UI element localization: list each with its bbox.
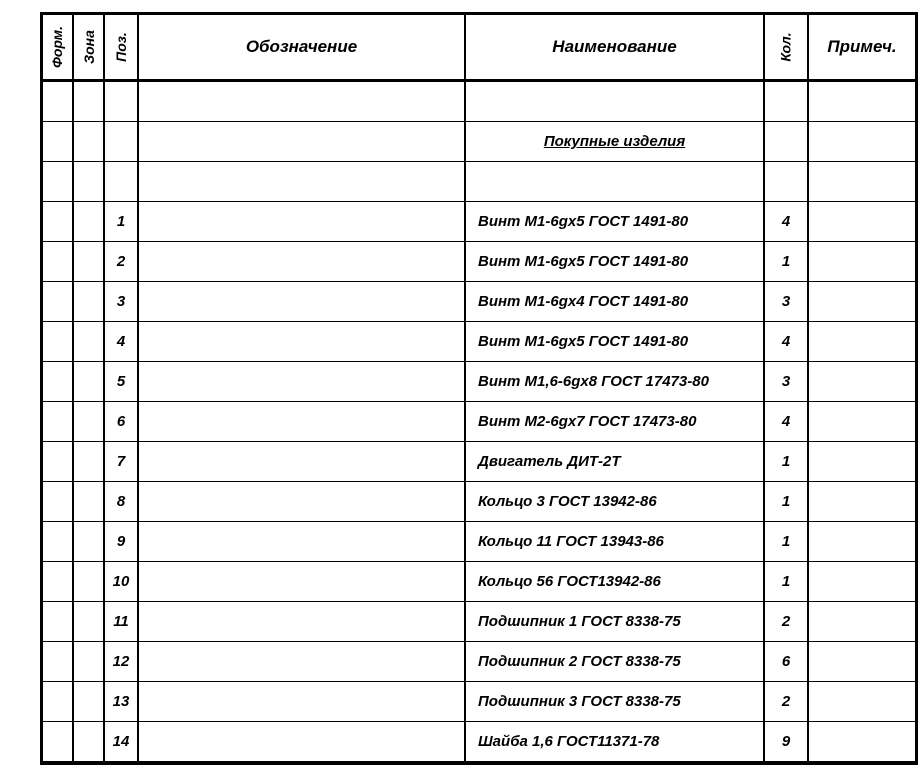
designation-cell xyxy=(139,682,466,721)
designation-cell xyxy=(139,482,466,521)
table-row xyxy=(43,642,915,682)
name-cell xyxy=(466,482,765,521)
name-cell xyxy=(466,82,765,121)
qty-text: 1 xyxy=(781,493,791,510)
designation-cell xyxy=(139,82,466,121)
qty-text: 1 xyxy=(781,573,791,590)
note-cell xyxy=(809,442,915,481)
table-row xyxy=(43,482,915,522)
name-cell xyxy=(466,442,765,481)
pos-cell xyxy=(105,242,139,281)
pos-cell xyxy=(105,642,139,681)
zone-cell xyxy=(74,322,105,361)
qty-cell xyxy=(765,682,809,721)
qty-text: 1 xyxy=(781,253,791,270)
name-text: Винт М1,6-6gх8 ГОСТ 17473-80 xyxy=(478,373,709,390)
name-cell xyxy=(466,282,765,321)
header-pos-cell xyxy=(105,15,139,79)
form-cell xyxy=(43,722,74,761)
pos-text: 2 xyxy=(116,253,126,270)
designation-cell xyxy=(139,602,466,641)
pos-cell xyxy=(105,362,139,401)
form-cell xyxy=(43,282,74,321)
qty-cell xyxy=(765,322,809,361)
qty-text: 4 xyxy=(781,213,791,230)
pos-text: 12 xyxy=(112,653,130,670)
name-text: Подшипник 3 ГОСТ 8338-75 xyxy=(478,693,681,710)
pos-cell xyxy=(105,482,139,521)
table-row xyxy=(43,562,915,602)
header-name-cell xyxy=(466,15,765,79)
table-row xyxy=(43,82,915,122)
zone-cell xyxy=(74,282,105,321)
qty-cell xyxy=(765,562,809,601)
zone-cell xyxy=(74,642,105,681)
name-cell xyxy=(466,642,765,681)
name-text: Подшипник 2 ГОСТ 8338-75 xyxy=(478,653,681,670)
pos-cell xyxy=(105,122,139,161)
qty-cell xyxy=(765,202,809,241)
zone-cell xyxy=(74,162,105,201)
name-cell xyxy=(466,242,765,281)
form-cell xyxy=(43,202,74,241)
qty-cell xyxy=(765,122,809,161)
note-cell xyxy=(809,322,915,361)
name-text: Винт М2-6gх7 ГОСТ 17473-80 xyxy=(478,413,697,430)
name-cell xyxy=(466,562,765,601)
qty-cell xyxy=(765,522,809,561)
form-cell xyxy=(43,362,74,401)
designation-cell xyxy=(139,562,466,601)
spec-table-body xyxy=(43,82,915,762)
pos-text: 13 xyxy=(112,693,130,710)
note-cell xyxy=(809,402,915,441)
table-row xyxy=(43,322,915,362)
table-row xyxy=(43,682,915,722)
qty-cell xyxy=(765,242,809,281)
note-cell xyxy=(809,682,915,721)
header-zone-cell xyxy=(74,15,105,79)
name-cell xyxy=(466,122,765,161)
qty-text: 4 xyxy=(781,333,791,350)
name-cell xyxy=(466,402,765,441)
pos-text: 14 xyxy=(112,733,130,750)
specification-sheet xyxy=(40,12,918,765)
table-row xyxy=(43,282,915,322)
header-zone-label: Зона xyxy=(80,30,97,64)
pos-text: 11 xyxy=(113,613,129,630)
name-text: Винт М1-6gх5 ГОСТ 1491-80 xyxy=(478,253,689,270)
qty-cell xyxy=(765,162,809,201)
pos-cell xyxy=(105,282,139,321)
name-text: Подшипник 1 ГОСТ 8338-75 xyxy=(478,613,681,630)
name-cell xyxy=(466,682,765,721)
zone-cell xyxy=(74,442,105,481)
pos-cell xyxy=(105,322,139,361)
pos-text: 1 xyxy=(116,213,126,230)
form-cell xyxy=(43,482,74,521)
note-cell xyxy=(809,362,915,401)
name-text: Винт М1-6gх5 ГОСТ 1491-80 xyxy=(478,213,689,230)
table-row xyxy=(43,602,915,642)
designation-cell xyxy=(139,202,466,241)
name-text: Винт М1-6gх4 ГОСТ 1491-80 xyxy=(478,293,689,310)
spec-table-header xyxy=(43,15,915,82)
qty-text: 1 xyxy=(781,533,791,550)
pos-cell xyxy=(105,602,139,641)
zone-cell xyxy=(74,362,105,401)
pos-text: 3 xyxy=(116,293,126,310)
name-cell xyxy=(466,322,765,361)
form-cell xyxy=(43,162,74,201)
pos-text: 7 xyxy=(116,453,126,470)
name-text: Винт М1-6gх5 ГОСТ 1491-80 xyxy=(478,333,689,350)
zone-cell xyxy=(74,402,105,441)
note-cell xyxy=(809,602,915,641)
table-row xyxy=(43,242,915,282)
note-cell xyxy=(809,282,915,321)
designation-cell xyxy=(139,242,466,281)
pos-text: 9 xyxy=(116,533,126,550)
qty-text: 3 xyxy=(781,293,791,310)
form-cell xyxy=(43,402,74,441)
form-cell xyxy=(43,82,74,121)
note-cell xyxy=(809,642,915,681)
qty-text: 2 xyxy=(781,693,791,710)
name-text: Шайба 1,6 ГОСТ11371-78 xyxy=(478,733,660,750)
zone-cell xyxy=(74,242,105,281)
zone-cell xyxy=(74,202,105,241)
note-cell xyxy=(809,722,915,761)
form-cell xyxy=(43,442,74,481)
header-name-label: Наименование xyxy=(552,37,677,56)
pos-cell xyxy=(105,562,139,601)
designation-cell xyxy=(139,122,466,161)
header-pos-label: Поз. xyxy=(113,32,129,62)
zone-cell xyxy=(74,82,105,121)
header-qty-label: Кол. xyxy=(777,32,794,62)
qty-cell xyxy=(765,442,809,481)
note-cell xyxy=(809,522,915,561)
table-row xyxy=(43,362,915,402)
table-row xyxy=(43,722,915,762)
designation-cell xyxy=(139,282,466,321)
name-cell xyxy=(466,202,765,241)
designation-cell xyxy=(139,362,466,401)
name-cell xyxy=(466,162,765,201)
name-cell xyxy=(466,522,765,561)
qty-text: 9 xyxy=(781,733,791,750)
qty-text: 6 xyxy=(781,653,791,670)
table-row xyxy=(43,442,915,482)
name-text: Покупные изделия xyxy=(543,133,686,150)
qty-cell xyxy=(765,362,809,401)
header-note-label: Примеч. xyxy=(827,37,897,56)
form-cell xyxy=(43,682,74,721)
name-cell xyxy=(466,602,765,641)
note-cell xyxy=(809,162,915,201)
pos-text: 5 xyxy=(116,373,126,390)
name-text: Кольцо 3 ГОСТ 13942-86 xyxy=(478,493,657,510)
name-cell xyxy=(466,722,765,761)
name-text: Кольцо 11 ГОСТ 13943-86 xyxy=(478,533,664,550)
zone-cell xyxy=(74,722,105,761)
pos-cell xyxy=(105,162,139,201)
zone-cell xyxy=(74,522,105,561)
designation-cell xyxy=(139,162,466,201)
zone-cell xyxy=(74,682,105,721)
pos-text: 6 xyxy=(116,413,126,430)
qty-cell xyxy=(765,82,809,121)
zone-cell xyxy=(74,562,105,601)
qty-cell xyxy=(765,282,809,321)
designation-cell xyxy=(139,722,466,761)
pos-cell xyxy=(105,402,139,441)
qty-text: 2 xyxy=(781,613,791,630)
header-form-label: Форм. xyxy=(49,25,66,69)
designation-cell xyxy=(139,522,466,561)
designation-cell xyxy=(139,402,466,441)
qty-cell xyxy=(765,602,809,641)
pos-cell xyxy=(105,722,139,761)
note-cell xyxy=(809,122,915,161)
table-row xyxy=(43,402,915,442)
name-text: Кольцо 56 ГОСТ13942-86 xyxy=(478,573,661,590)
header-designation-cell xyxy=(139,15,466,79)
zone-cell xyxy=(74,122,105,161)
form-cell xyxy=(43,642,74,681)
designation-cell xyxy=(139,442,466,481)
qty-text: 1 xyxy=(781,453,791,470)
name-cell xyxy=(466,362,765,401)
note-cell xyxy=(809,82,915,121)
form-cell xyxy=(43,242,74,281)
note-cell xyxy=(809,482,915,521)
pos-text: 10 xyxy=(112,573,130,590)
header-qty-cell xyxy=(765,15,809,79)
note-cell xyxy=(809,242,915,281)
table-row xyxy=(43,162,915,202)
form-cell xyxy=(43,562,74,601)
pos-cell xyxy=(105,82,139,121)
zone-cell xyxy=(74,482,105,521)
header-designation-label: Обозначение xyxy=(245,37,358,56)
note-cell xyxy=(809,202,915,241)
form-cell xyxy=(43,522,74,561)
pos-cell xyxy=(105,682,139,721)
qty-cell xyxy=(765,642,809,681)
form-cell xyxy=(43,602,74,641)
zone-cell xyxy=(74,602,105,641)
designation-cell xyxy=(139,642,466,681)
designation-cell xyxy=(139,322,466,361)
pos-text: 4 xyxy=(116,333,126,350)
note-cell xyxy=(809,562,915,601)
form-cell xyxy=(43,322,74,361)
pos-cell xyxy=(105,442,139,481)
name-text: Двигатель ДИТ-2Т xyxy=(478,453,621,470)
qty-text: 4 xyxy=(781,413,791,430)
table-row xyxy=(43,522,915,562)
header-note-cell xyxy=(809,15,915,79)
header-form-cell xyxy=(43,15,74,79)
qty-text: 3 xyxy=(781,373,791,390)
spec-table xyxy=(40,12,918,765)
table-row xyxy=(43,122,915,162)
pos-cell xyxy=(105,522,139,561)
pos-cell xyxy=(105,202,139,241)
pos-text: 8 xyxy=(116,493,126,510)
form-cell xyxy=(43,122,74,161)
table-row xyxy=(43,202,915,242)
qty-cell xyxy=(765,482,809,521)
qty-cell xyxy=(765,402,809,441)
qty-cell xyxy=(765,722,809,761)
